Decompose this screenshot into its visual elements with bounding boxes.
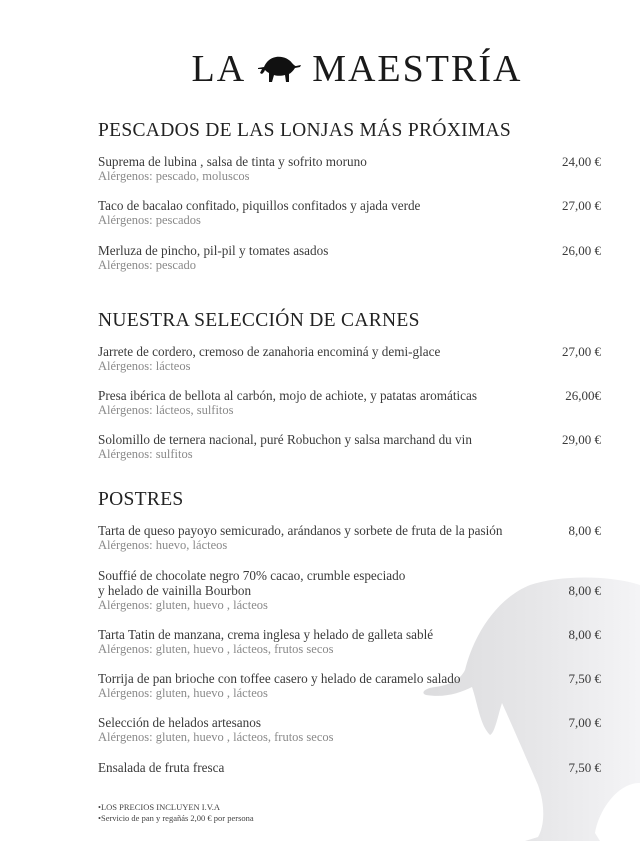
menu-item: [98, 243, 601, 273]
menu-item: [98, 671, 601, 701]
item-price: 8,00 €: [568, 523, 601, 538]
menu-item: [98, 154, 601, 184]
item-name: Torrija de pan brioche con toffee casero y helado de caramelo salado: [98, 671, 461, 686]
item-price: 8,00 €: [568, 627, 601, 642]
menu-item: [98, 198, 601, 228]
item-price: 7,00 €: [568, 715, 601, 730]
footnote-vat: •LOS PRECIOS INCLUYEN I.V.A: [98, 802, 221, 812]
menu-item: [98, 388, 601, 418]
menu-item: [98, 432, 601, 462]
item-allergens: Alérgenos: huevo, lácteos: [98, 538, 228, 552]
menu-item: [98, 760, 601, 775]
item-name: Selección de helados artesanos: [98, 715, 261, 730]
item-name: Souffié de chocolate negro 70% cacao, crumble especiado: [98, 568, 406, 583]
item-name: Taco de bacalao confitado, piquillos confitados y ajada verde: [98, 198, 421, 213]
item-allergens: Alérgenos: pescados: [98, 213, 201, 227]
section-title-postres: POSTRES: [98, 489, 184, 510]
item-price: 29,00 €: [562, 432, 601, 447]
item-name: Solomillo de ternera nacional, puré Robuchon y salsa marchand du vin: [98, 432, 472, 447]
item-allergens: Alérgenos: sulfitos: [98, 447, 193, 461]
footnotes: [98, 802, 254, 824]
logo-text-la: LA: [191, 48, 247, 90]
item-name: Presa ibérica de bellota al carbón, mojo de achiote, y patatas aromáticas: [98, 388, 477, 403]
item-name: Ensalada de fruta fresca: [98, 760, 225, 775]
item-price: 26,00€: [565, 388, 601, 403]
menu-item: [98, 715, 601, 745]
section-title-pescados: PESCADOS DE LAS LONJAS MÁS PRÓXIMAS: [98, 120, 512, 141]
bull-watermark-icon: [420, 575, 640, 843]
section-title-carnes: NUESTRA SELECCIÓN DE CARNES: [98, 310, 420, 331]
menu-item: [98, 523, 601, 553]
item-name: Merluza de pincho, pil-pil y tomates asados: [98, 243, 329, 258]
item-allergens: Alérgenos: lácteos: [98, 359, 191, 373]
item-name: Jarrete de cordero, cremoso de zanahoria encominá y demi-glace: [98, 344, 441, 359]
item-allergens: Alérgenos: gluten, huevo , lácteos, frutos secos: [98, 642, 334, 656]
item-price: 26,00 €: [562, 243, 601, 258]
bull-icon: [256, 53, 302, 85]
item-price: 27,00 €: [562, 198, 601, 213]
item-price: 7,50 €: [568, 760, 601, 775]
item-price: 8,00 €: [568, 583, 601, 598]
item-name: Tarta Tatin de manzana, crema inglesa y helado de galleta sablé: [98, 627, 434, 642]
item-allergens: Alérgenos: gluten, huevo , lácteos: [98, 598, 268, 612]
item-allergens: Alérgenos: pescado, moluscos: [98, 169, 250, 183]
menu-item: [98, 627, 601, 657]
menu-item: [98, 568, 601, 613]
item-price: 7,50 €: [568, 671, 601, 686]
item-allergens: Alérgenos: pescado: [98, 258, 197, 272]
item-name: Tarta de queso payoyo semicurado, arándanos y sorbete de fruta de la pasión: [98, 523, 503, 538]
item-allergens: Alérgenos: gluten, huevo , lácteos, frutos secos: [98, 730, 334, 744]
footnote-bread-service: •Servicio de pan y regañás 2,00 € por persona: [98, 813, 254, 823]
item-name-line2: y helado de vainilla Bourbon: [98, 583, 252, 598]
logo-text-maestria: MAESTRÍA: [312, 48, 523, 90]
item-allergens: Alérgenos: lácteos, sulfitos: [98, 403, 234, 417]
item-price: 24,00 €: [562, 154, 601, 169]
restaurant-logo: [0, 50, 640, 88]
item-name: Suprema de lubina , salsa de tinta y sofrito moruno: [98, 154, 367, 169]
menu-item: [98, 344, 601, 374]
item-allergens: Alérgenos: gluten, huevo , lácteos: [98, 686, 268, 700]
item-price: 27,00 €: [562, 344, 601, 359]
